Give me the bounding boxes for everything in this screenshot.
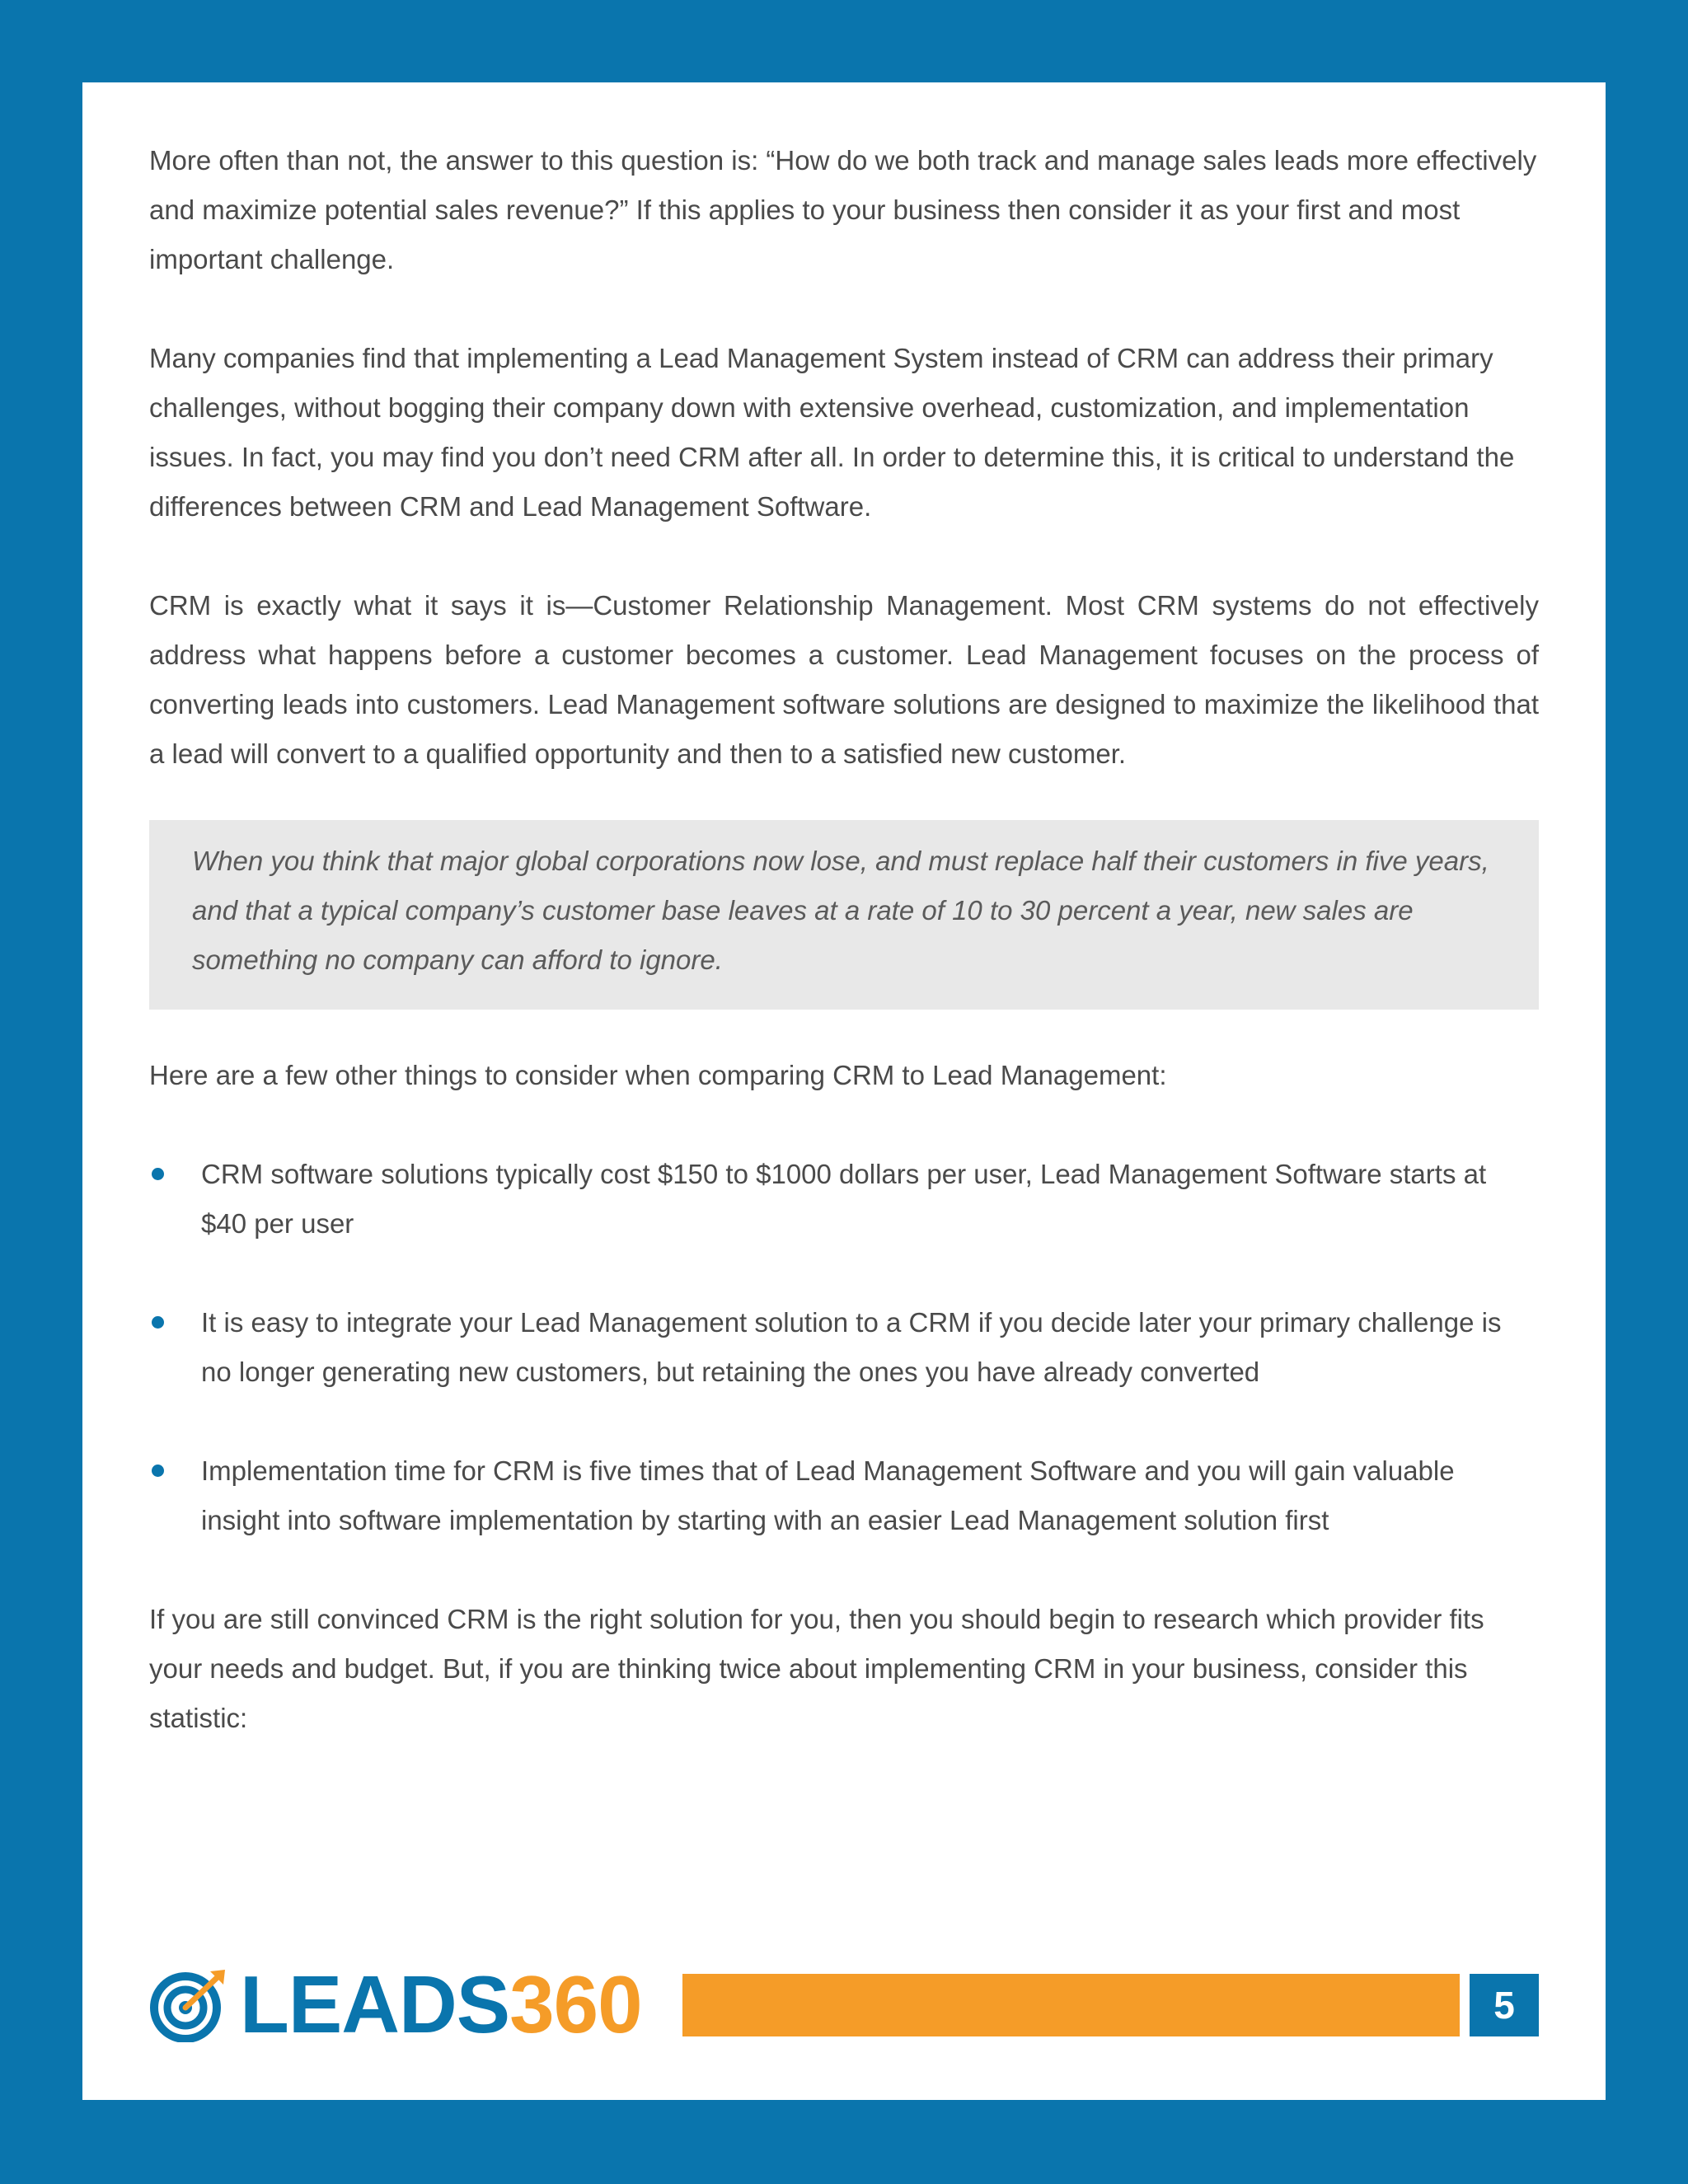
bullet-icon — [152, 1168, 164, 1180]
closing-paragraph: If you are still convinced CRM is the right solution for you, then you should begin to research which provider fits your needs and budget. But, if you are thinking twice about implementing CRM in your business, consider this statistic: — [149, 1604, 1484, 1733]
bullet-icon — [152, 1316, 164, 1329]
list-item — [149, 1150, 1539, 1249]
list-item-text: It is easy to integrate your Lead Management solution to a CRM if you decide later your primary challenge is no longer generating new customers, but retaining the ones you have already converted — [201, 1307, 1502, 1387]
logo-wordmark — [240, 1959, 642, 2050]
comparison-list — [149, 1150, 1539, 1545]
list-item — [149, 1446, 1539, 1545]
bullet-icon — [152, 1465, 164, 1477]
logo-word: LEADS — [240, 1959, 510, 2050]
list-item-text: Implementation time for CRM is five times that of Lead Management Software and you will gain valuable insight into software implementation by starting with an easier Lead Management solution first — [201, 1455, 1455, 1535]
list-item — [149, 1298, 1539, 1397]
document-page — [82, 82, 1606, 2100]
page-footer — [149, 1959, 1539, 2050]
target-arrow-icon — [149, 1968, 228, 2042]
footer-accent-bar — [682, 1974, 1460, 2036]
list-intro: Here are a few other things to consider when comparing CRM to Lead Management: — [149, 1060, 1167, 1090]
paragraph-intro: More often than not, the answer to this question is: “How do we both track and manage sales leads more effectively and maximize potential sales revenue?” If this applies to your business then consider it as your first and most important challenge. — [149, 145, 1537, 274]
page-number: 5 — [1470, 1974, 1539, 2036]
page-content — [149, 136, 1539, 1743]
paragraph-crm-definition: CRM is exactly what it says it is—Customer Relationship Management. Most CRM systems do not effectively address what happens before a customer becomes a customer. Lead Management focuses on the process of converting leads into customers. Lead Management software solutions are designed to maximize the likelihood that a lead will convert to a qualified opportunity and then to a satisfied new customer. — [149, 590, 1539, 769]
logo-number: 360 — [509, 1959, 642, 2050]
paragraph-lead-management: Many companies find that implementing a Lead Management System instead of CRM can address their primary challenges, without bogging their company down with extensive overhead, customization, and implementation issues. In fact, you may find you don’t need CRM after all. In order to determine this, it is critical to understand the differences between CRM and Lead Management Software. — [149, 343, 1515, 522]
pull-quote: When you think that major global corporations now lose, and must replace half their customers in five years, and that a typical company’s customer base leaves at a rate of 10 to 30 percent a year, new sales are something no company can afford to ignore. — [149, 820, 1539, 1010]
list-item-text: CRM software solutions typically cost $150 to $1000 dollars per user, Lead Management Software starts at $40 per user — [201, 1159, 1487, 1239]
